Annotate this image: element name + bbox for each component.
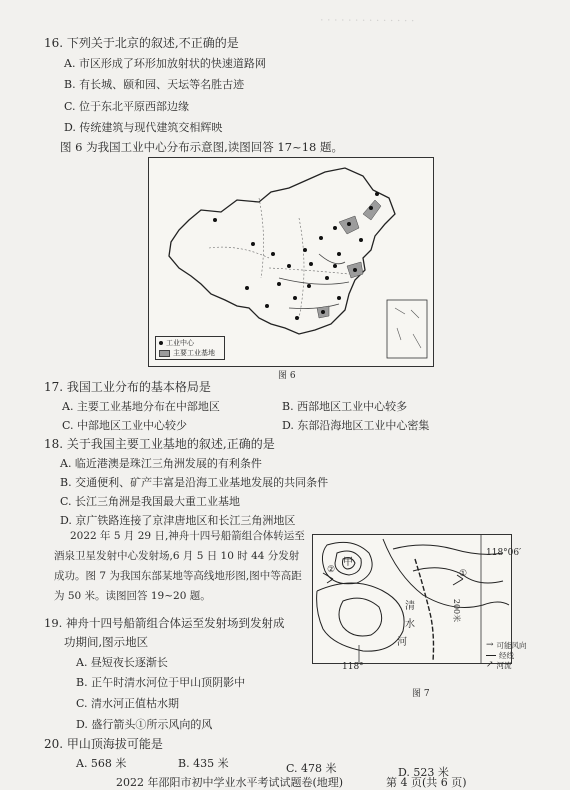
industrial-center-dots xyxy=(213,192,379,320)
figure7-caption: 图 7 xyxy=(412,689,430,699)
contour-value-label: 200米 xyxy=(452,598,462,623)
q20-option-d: D. 523 米 xyxy=(398,766,449,779)
q19-option-a: A. 昼短夜长逐渐长 xyxy=(76,656,168,669)
arrow-right-icon: → xyxy=(486,640,494,650)
q19-option-b: B. 正午时清水河位于甲山顶阴影中 xyxy=(76,676,246,689)
south-sea-inset xyxy=(387,300,427,358)
q19-option-c: C. 清水河正值枯水期 xyxy=(76,697,180,710)
shaded-area-icon xyxy=(159,350,170,357)
q20-option-a: A. 568 米 xyxy=(76,757,127,770)
china-outline xyxy=(169,168,395,334)
q17-option-c: C. 中部地区工业中心较少 xyxy=(62,419,188,432)
circle-one-label: ① xyxy=(459,569,468,579)
legend-label: 工业中心 xyxy=(166,339,194,347)
q19-stem-line1: 19. 神舟十四号船箭组合体运至发射场到发射成 xyxy=(44,616,285,630)
bleed-through-text: · · · · · · · · · · · · · · xyxy=(319,13,415,28)
q18-option-c: C. 长江三角洲是我国最大重工业基地 xyxy=(60,495,241,508)
footer-page-number: 第 4 页(共 6 页) xyxy=(386,776,467,789)
line-icon xyxy=(486,655,496,656)
q20-option-b: B. 435 米 xyxy=(178,757,229,770)
river-path xyxy=(415,559,434,661)
legend-river xyxy=(486,660,527,670)
q16-stem: 16. 下列关于北京的叙述,不正确的是 xyxy=(44,36,239,50)
q17-option-d: D. 东部沿海地区工业中心密集 xyxy=(282,419,430,432)
figure6-map xyxy=(148,157,434,367)
q20-option-c: C. 478 米 xyxy=(286,762,337,775)
q16-option-b: B. 有长城、颐和园、天坛等名胜古迹 xyxy=(64,78,245,91)
legend-meridian xyxy=(486,650,527,660)
figure7-contour-map xyxy=(312,534,512,664)
river-icon: ↗ xyxy=(486,660,494,670)
legend-label: 河流 xyxy=(496,660,512,670)
legend-label: 可能风向 xyxy=(496,640,527,650)
dot-icon xyxy=(159,341,163,345)
q16-option-d: D. 传统建筑与现代建筑交相辉映 xyxy=(64,121,223,134)
q20-stem: 20. 甲山顶海拔可能是 xyxy=(44,737,163,751)
q17-option-a: A. 主要工业基地分布在中部地区 xyxy=(62,400,220,413)
river-name-qing: 清 xyxy=(405,601,415,612)
q18-option-b: B. 交通便利、矿产丰富是沿海工业基地发展的共同条件 xyxy=(60,476,329,489)
circle-two-label: ② xyxy=(327,565,336,575)
river-name-shui: 水 xyxy=(405,619,415,630)
q18-stem: 18. 关于我国主要工业基地的叙述,正确的是 xyxy=(44,437,275,451)
province-borders xyxy=(209,198,349,318)
china-map-svg xyxy=(149,158,433,366)
footer-title: 2022 年邵阳市初中学业水平考试试题卷(地理) xyxy=(116,776,344,789)
legend-wind xyxy=(486,640,527,650)
q16-option-a: A. 市区形成了环形加放射状的快速道路网 xyxy=(64,57,266,70)
industrial-base-northeast xyxy=(363,200,381,220)
q17-option-b: B. 西部地区工业中心较多 xyxy=(282,400,408,413)
summit-jia-label: 甲 xyxy=(343,557,353,568)
q16-option-c: C. 位于东北平原西部边缘 xyxy=(64,100,190,113)
legend-industrial-center xyxy=(159,338,221,348)
figure6-intro: 图 6 为我国工业中心分布示意图,读图回答 17~18 题。 xyxy=(60,140,343,154)
q19-option-d: D. 盛行箭头①所示风向的风 xyxy=(76,718,213,731)
legend-label: 经线 xyxy=(499,650,514,660)
figure7-legend xyxy=(486,640,527,670)
coordinate-bottom-label: 118° xyxy=(342,662,364,672)
q18-option-a: A. 临近港澳是珠江三角洲发展的有利条件 xyxy=(60,457,262,470)
river-name-he: 河 xyxy=(397,637,407,648)
rivers-railways xyxy=(279,254,349,309)
passage-text: 2022 年 5 月 29 日,神舟十四号船箭组合体转运至酒泉卫星发射中心发射场,6 月 5 日 10 时 44 分发射成功。图 7 为我国东部某地等高线地形图,图中等高距为 50 米。读图回答 19~20 题。 xyxy=(54,530,305,602)
figure6-caption: 图 6 xyxy=(278,371,296,381)
q17-stem: 17. 我国工业分布的基本格局是 xyxy=(44,380,211,394)
legend-label: 主要工业基地 xyxy=(173,349,215,357)
legend-industrial-base xyxy=(159,348,221,358)
figure6-legend xyxy=(155,336,225,360)
q18-option-d: D. 京广铁路连接了京津唐地区和长江三角洲地区 xyxy=(60,514,296,527)
coordinate-right-label: 118°06′ xyxy=(486,548,522,558)
q19-stem-line2: 功期间,图示地区 xyxy=(64,635,149,649)
